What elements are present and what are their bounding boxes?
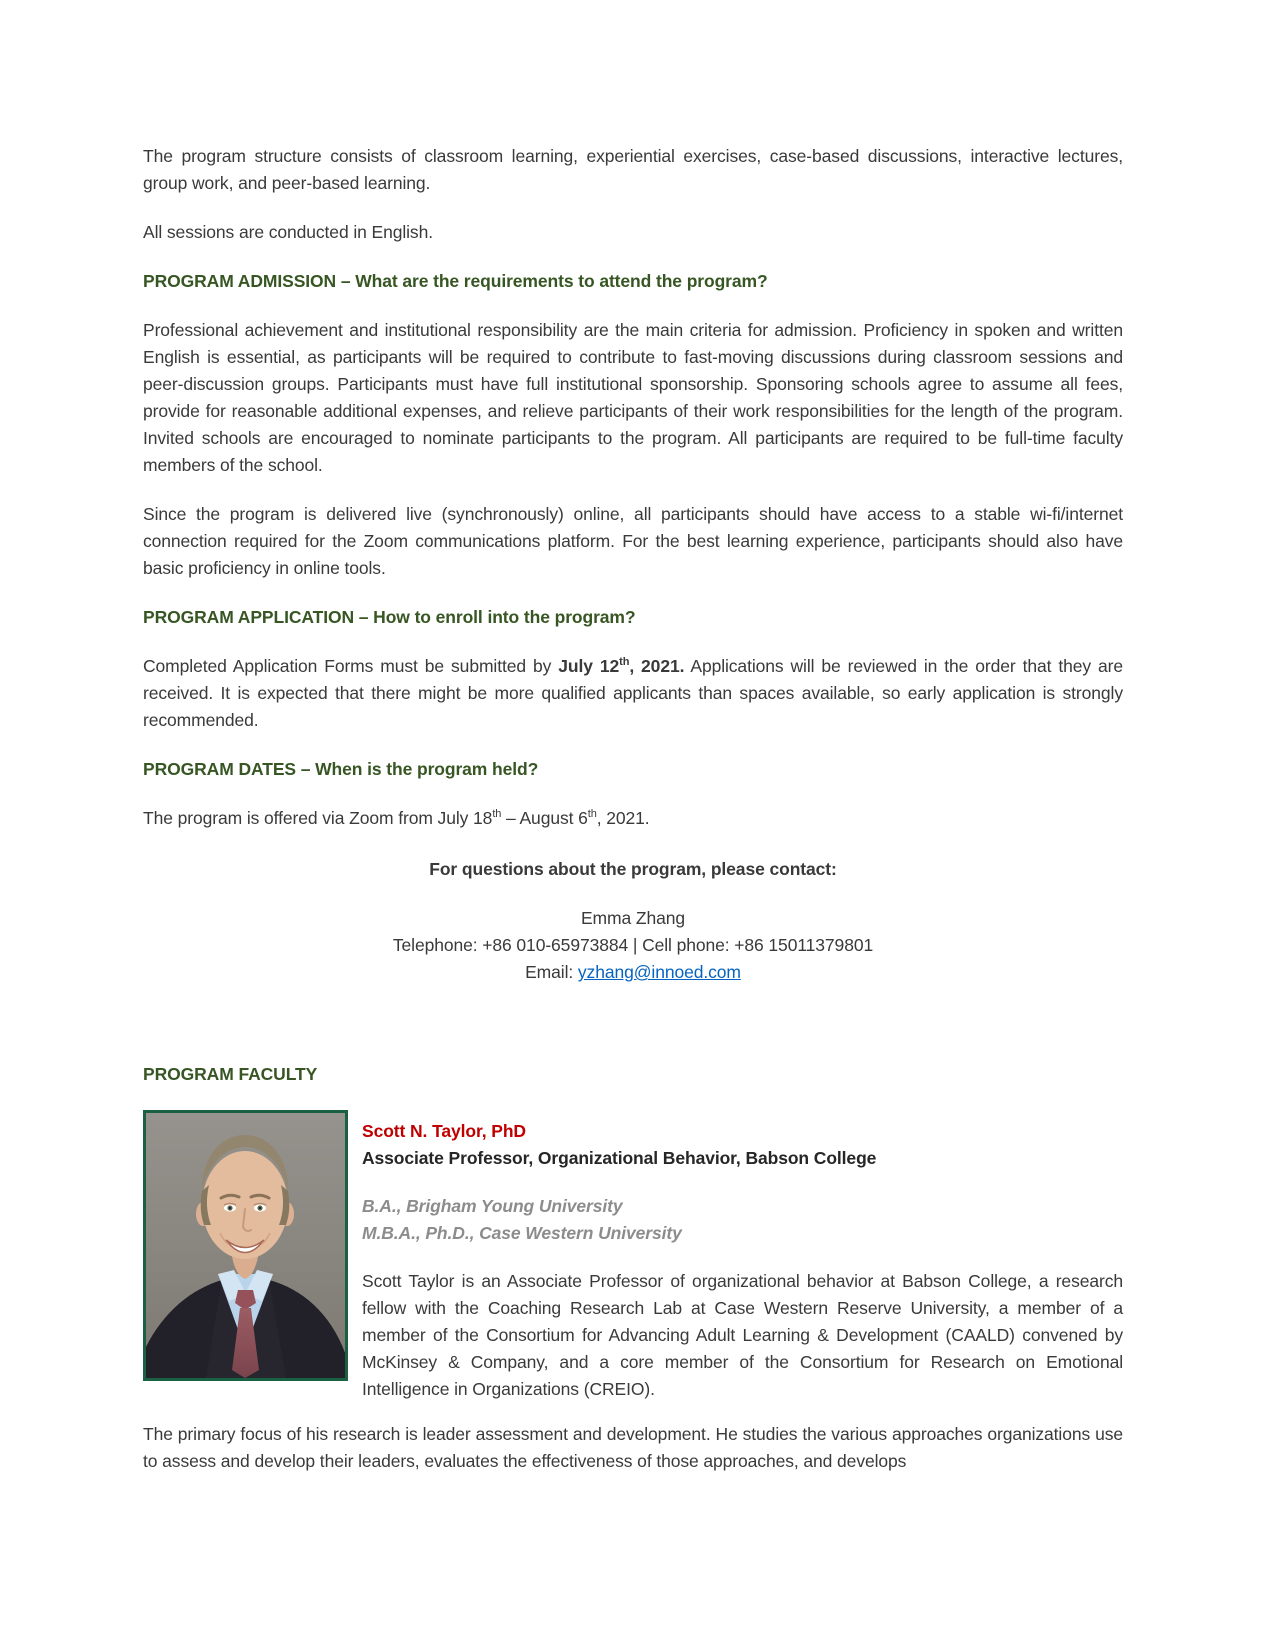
deadline-date: July 12 (558, 656, 620, 676)
dates-paragraph (143, 805, 1123, 832)
faculty-degree-2: M.B.A., Ph.D., Case Western University (362, 1223, 682, 1243)
email-link[interactable]: yzhang@innoed.com (577, 962, 741, 982)
deadline-ordinal: th (619, 656, 630, 669)
faculty-info (362, 1110, 1123, 1403)
faculty-bio: Scott Taylor is an Associate Professor of organizational behavior at Babson College, a research fellow with the Coaching Research Lab at Case Western Reserve University, a member of a member of the Consortium for Advancing Adult Learning & Development (CAALD) convened by McKinsey & Company, and a core member of the Consortium for Research on Emotional Intelligence in Organizations (CREIO). (362, 1271, 1123, 1399)
deadline-year: , 2021. (629, 656, 685, 676)
admission-paragraph-1: Professional achievement and institutional responsibility are the main criteria for admission. Proficiency in spoken and written English is essential, as participants will be required to contribute to fast-moving discussions during classroom sessions and peer-discussion groups. Participants must have full institutional sponsorship. Sponsoring schools agree to assume all fees, provide for reasonable additional expenses, and relieve participants of their work responsibilities for the length of the program. Invited schools are encouraged to nominate participants to the program. All participants are required to be full-time faculty members of the school. (143, 320, 1123, 475)
application-deadline (558, 656, 684, 676)
faculty-heading: PROGRAM FACULTY (143, 1064, 318, 1084)
closing-paragraph: The primary focus of his research is leader assessment and development. He studies the various approaches organizations use to assess and develop their leaders, evaluates the effectiveness of those approaches, and develops (143, 1424, 1123, 1471)
dates-ordinal-2: th (587, 808, 597, 821)
portrait-illustration (146, 1113, 345, 1378)
contact-phone-line: Telephone: +86 010-65973884 | Cell phone: +86 15011379801 (392, 935, 874, 955)
dates-heading: PROGRAM DATES – When is the program held? (143, 759, 539, 779)
email-label: Email: (525, 962, 578, 982)
contact-heading: For questions about the program, please contact: (429, 859, 837, 879)
faculty-title: Associate Professor, Organizational Behavior, Babson College (362, 1148, 877, 1168)
dates-text-pre: The program is offered via Zoom from July 18 (143, 808, 493, 828)
intro-paragraph-2: All sessions are conducted in English. (143, 222, 433, 242)
application-heading: PROGRAM APPLICATION – How to enroll into the program? (143, 607, 636, 627)
contact-block (143, 856, 1123, 986)
contact-email-line (143, 959, 1123, 986)
admission-paragraph-2: Since the program is delivered live (synchronously) online, all participants should have access to a stable wi-fi/internet connection required for the Zoom communications platform. For the best learning experience, participants should also have basic proficiency in online tools. (143, 504, 1123, 578)
faculty-name: Scott N. Taylor, PhD (362, 1121, 526, 1141)
intro-paragraph-1: The program structure consists of classroom learning, experiential exercises, case-based discussions, interactive lectures, group work, and peer-based learning. (143, 146, 1123, 193)
contact-name: Emma Zhang (580, 908, 686, 928)
application-text-pre: Completed Application Forms must be submitted by (143, 656, 559, 676)
faculty-degree-1: B.A., Brigham Young University (362, 1196, 623, 1216)
application-paragraph (143, 653, 1123, 734)
faculty-profile (143, 1110, 1123, 1403)
dates-text-mid: – August 6 (501, 808, 588, 828)
dates-text-tail: , 2021. (596, 808, 650, 828)
faculty-photo (143, 1110, 348, 1381)
faculty-degrees (362, 1193, 1123, 1247)
admission-heading: PROGRAM ADMISSION – What are the requirements to attend the program? (143, 271, 768, 291)
application-text-post: Applications will be reviewed in the order that they are received. It is expected that there might be more qualified applicants than spaces available, so early application is strongly recommended. (143, 656, 1124, 730)
dates-ordinal-1: th (492, 808, 502, 821)
